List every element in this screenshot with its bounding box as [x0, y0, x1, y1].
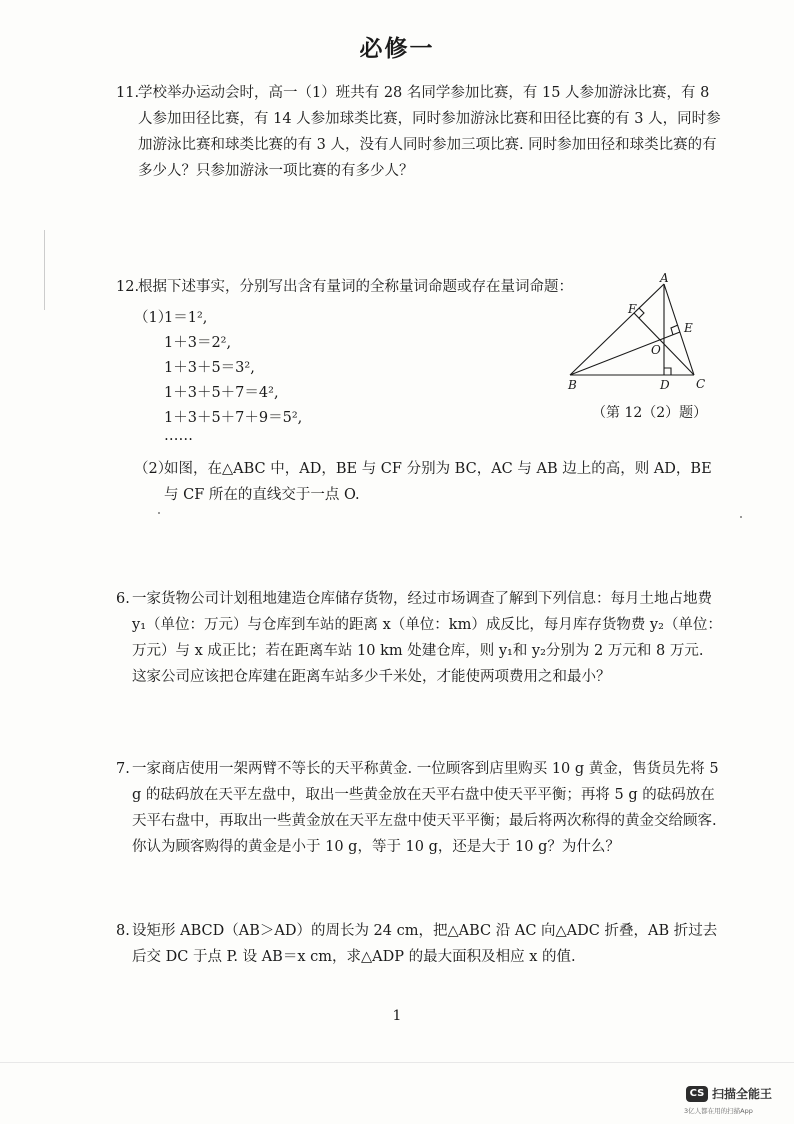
part-label: （1）: [134, 310, 173, 326]
label-a: A: [660, 272, 669, 285]
problem-6: [116, 586, 722, 690]
label-c: C: [696, 377, 706, 391]
label-b: B: [568, 378, 577, 392]
sum-line-2: 1＋3＝2²,: [164, 335, 232, 351]
problem-number: 6.: [116, 591, 130, 607]
ellipsis-line: ……: [164, 428, 193, 444]
label-e: E: [684, 321, 693, 335]
sum-line-4: 1＋3＋5＋7＝4²,: [164, 385, 279, 401]
problem-text: 设矩形 ABCD（AB＞AD）的周长为 24 cm，把△ABC 沿 AC 向△ADC 折叠，AB 折过去后交 DC 于点 P. 设 AB＝x cm，求△ADP 的最大面积及相应 x 的值.: [132, 923, 718, 965]
app-tagline: 3亿人都在用的扫描App: [684, 1107, 753, 1115]
part-text: 如图，在△ABC 中，AD，BE 与 CF 分别为 BC，AC 与 AB 边上的高，则 AD，BE 与 CF 所在的直线交于一点 O.: [164, 461, 712, 503]
part-label: （2）: [134, 461, 173, 477]
problem-text: 学校举办运动会时，高一（1）班共有 28 名同学参加比赛，有 15 人参加游泳比赛，有 8 人参加田径比赛，有 14 人参加球类比赛，同时参加游泳比赛和田径比赛的有 3 人，同时参加游泳比赛和球类比赛的有 3 人，没有人同时参加三项比赛. 同时参加田径和球类比赛的有多少人？只参加游泳一项比赛的有多少人？: [138, 85, 721, 179]
sum-line-1: 1＝1²,: [164, 310, 208, 326]
camscanner-logo-icon: CS: [686, 1086, 708, 1102]
problem-number: 7.: [116, 761, 130, 777]
problem-text: 一家商店使用一架两臂不等长的天平称黄金. 一位顾客到店里购买 10 g 黄金，售货员先将 5 g 的砝码放在天平左盘中，取出一些黄金放在天平右盘中使天平平衡；再将 5 g 的砝码放在天平右盘中，再取出一些黄金放在天平左盘中使天平平衡；最后将两次称得的黄金交给顾客. 你认为顾客购得的黄金是小于 10 g，等于 10 g，还是大于 10 g？为什么？: [132, 761, 719, 855]
problem-12-part-2: [134, 456, 726, 508]
scan-speck: [158, 512, 160, 514]
label-d: D: [660, 378, 670, 392]
problem-number: 11.: [116, 85, 140, 101]
scan-speck: [740, 516, 742, 518]
triangle-figure: [560, 272, 720, 397]
problem-12: [116, 274, 576, 300]
scan-edge-mark: [44, 230, 45, 310]
label-o: O: [651, 343, 661, 357]
page-title: 必修一: [359, 35, 435, 62]
problem-number: 8.: [116, 923, 130, 939]
sum-line-3: 1＋3＋5＝3²,: [164, 360, 255, 376]
footer-divider: [0, 1062, 794, 1063]
problem-8: [116, 918, 722, 970]
problem-7: [116, 756, 722, 860]
right-angle-f: [639, 308, 644, 318]
figure-caption: （第 12（2）题）: [592, 405, 708, 421]
page-number: 1: [392, 1008, 402, 1024]
problem-text: 一家货物公司计划租地建造仓库储存货物，经过市场调查了解到下列信息：每月土地占地费 y₁（单位：万元）与仓库到车站的距离 x（单位：km）成反比，每月库存货物费 y₂（单位：万元）与 x 成正比；若在距离车站 10 km 处建仓库，则 y₁和 y₂分别为 2 万元和 8 万元. 这家公司应该把仓库建在距离车站多少千米处，才能使两项费用之和最小？: [132, 591, 722, 685]
problem-11: [116, 80, 722, 184]
app-name: 扫描全能王: [712, 1087, 773, 1101]
right-angle-d: [664, 368, 671, 375]
problem-text: 根据下述事实，分别写出含有量词的全称量词命题或存在量词命题：: [138, 279, 573, 295]
sum-line-5: 1＋3＋5＋7＋9＝5²,: [164, 410, 303, 426]
label-f: F: [628, 302, 637, 316]
problem-number: 12.: [116, 279, 140, 295]
